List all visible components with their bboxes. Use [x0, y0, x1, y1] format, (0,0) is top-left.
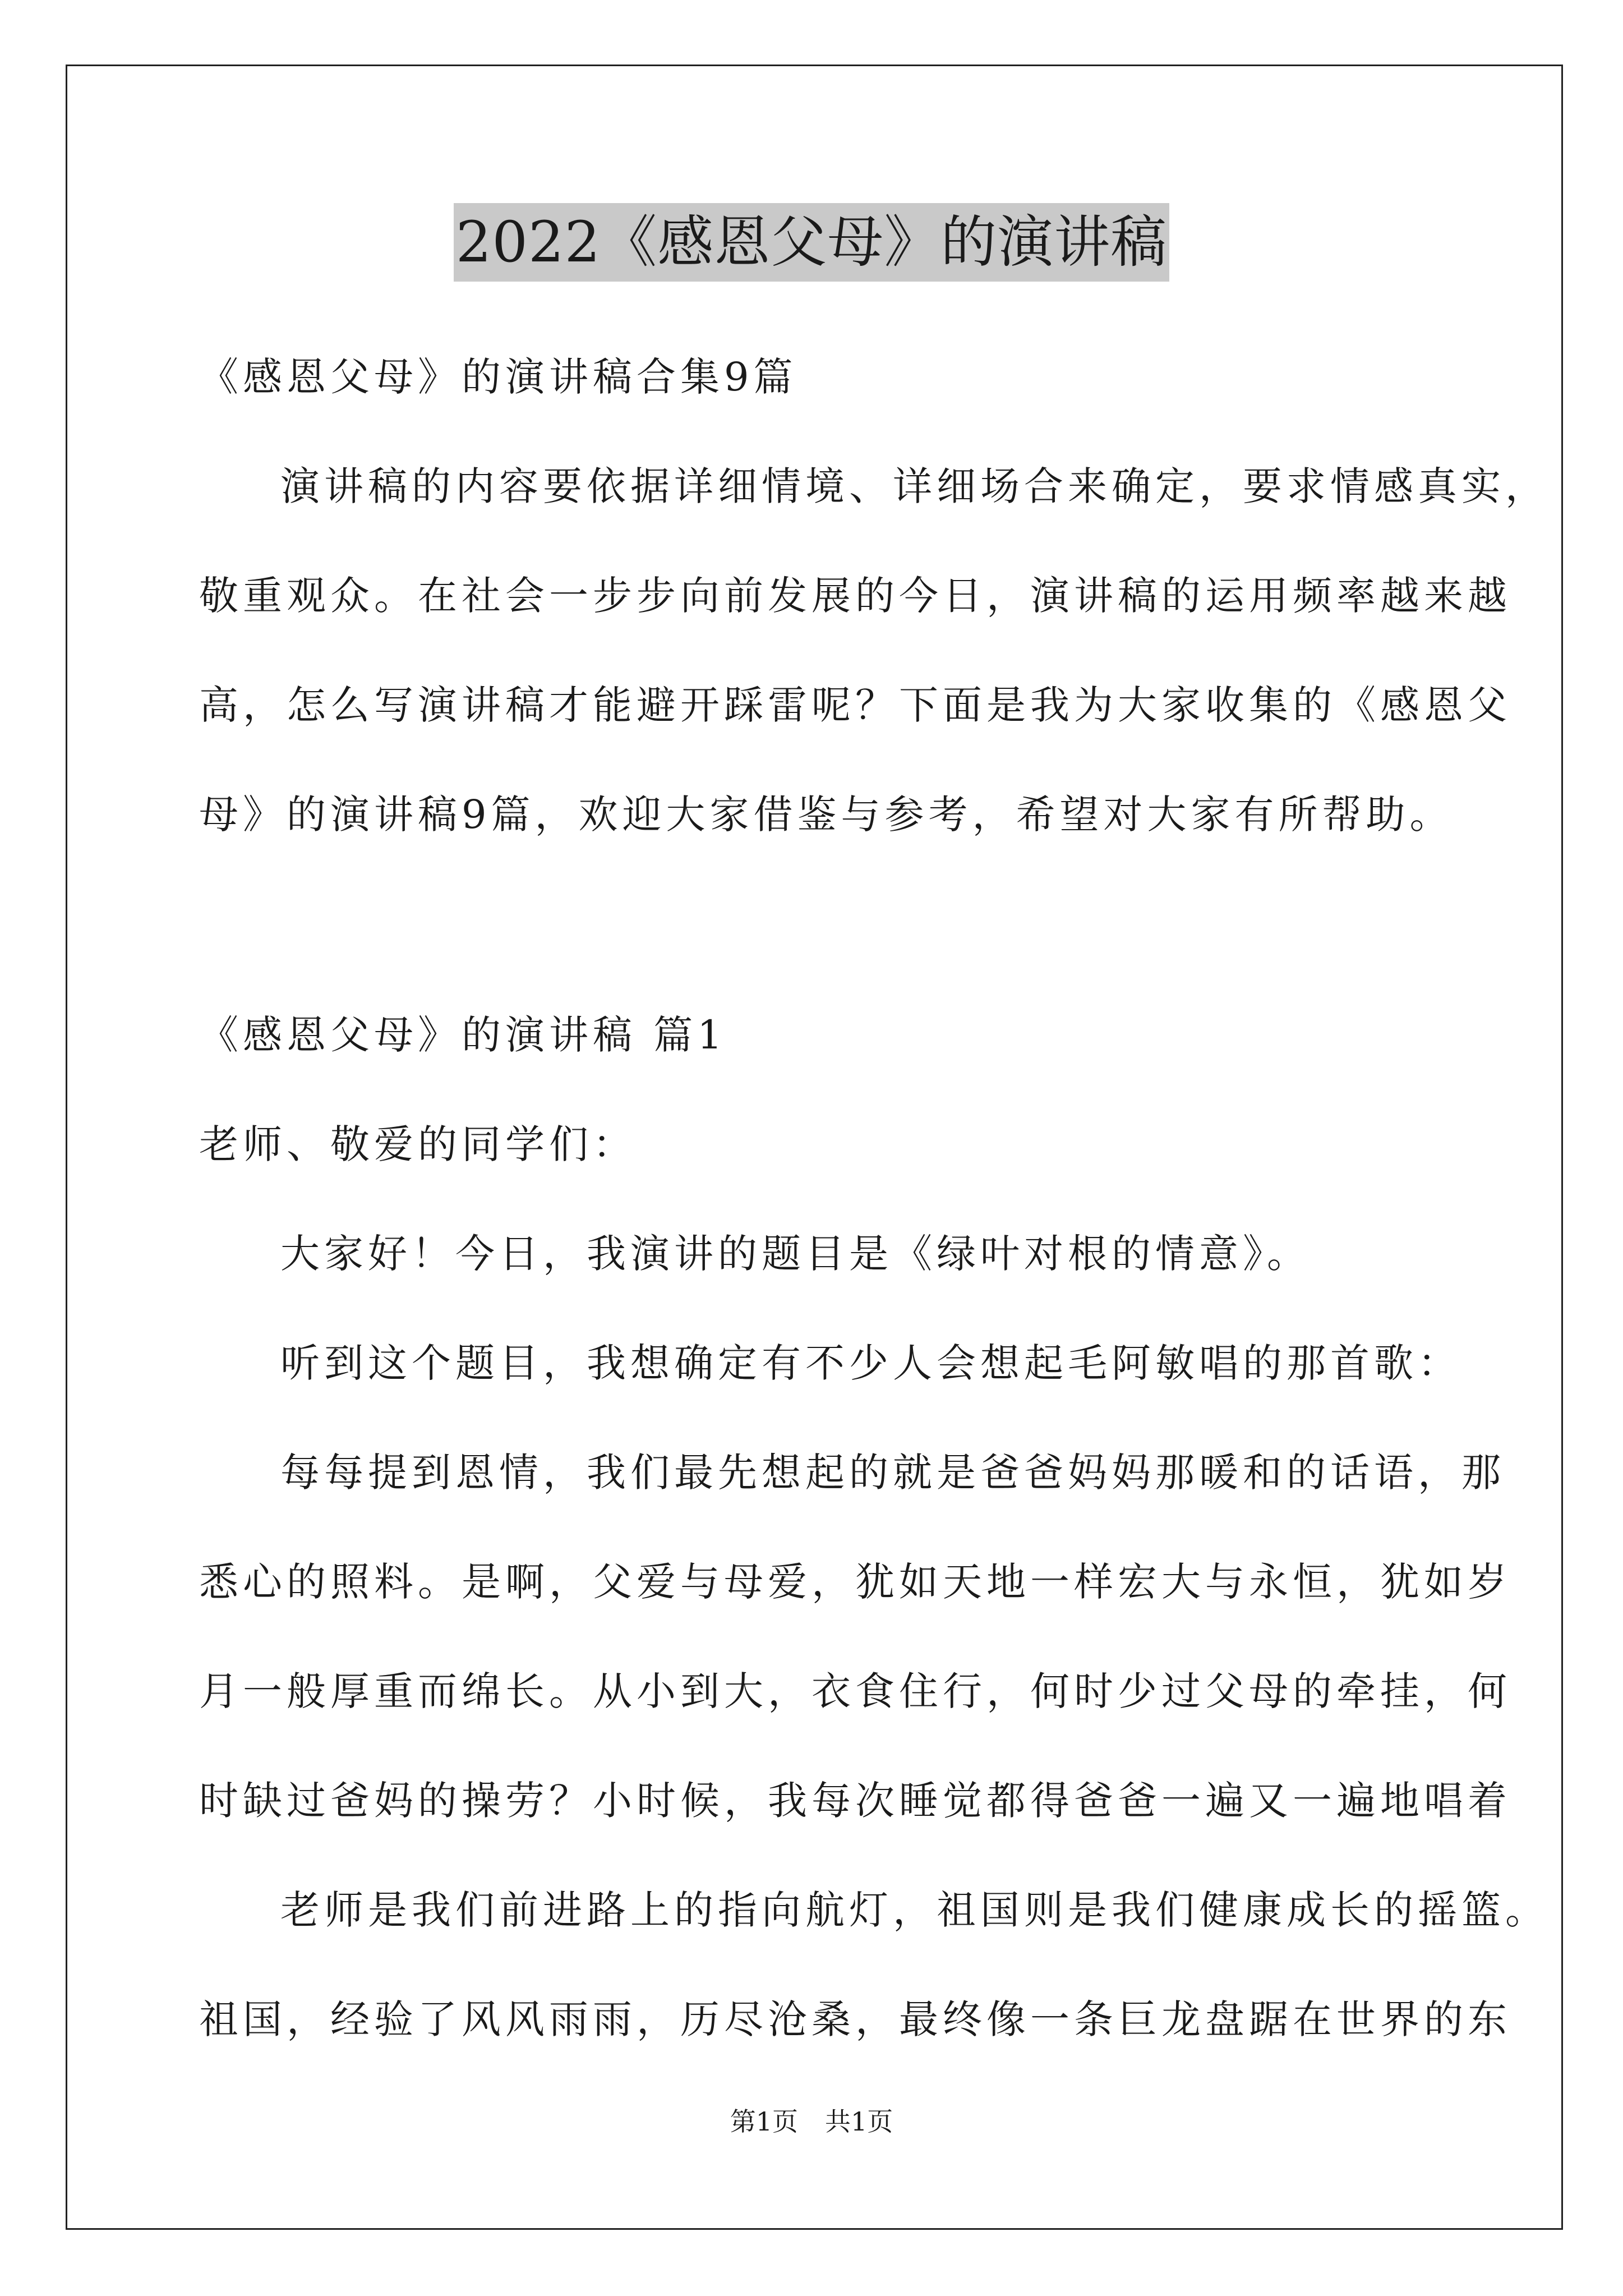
intro-line-1: 演讲稿的内容要依据详细情境、详细场合来确定，要求情感真实，	[280, 463, 1549, 509]
greeting: 老师、敬爱的同学们：	[199, 1121, 637, 1167]
body-line-1: 大家好！今日，我演讲的题目是《绿叶对根的情意》。	[280, 1231, 1311, 1277]
page-number-total: 共1页	[825, 2106, 893, 2137]
document-subtitle: 《感恩父母》的演讲稿合集9篇	[199, 354, 797, 400]
body-line-8: 祖国，经验了风风雨雨，历尽沧桑，最终像一条巨龙盘踞在世界的东	[199, 1996, 1511, 2042]
body-line-6: 时缺过爸妈的操劳？小时候，我每次睡觉都得爸爸一遍又一遍地唱着	[199, 1778, 1511, 1824]
body-line-3: 每每提到恩情，我们最先想起的就是爸爸妈妈那暖和的话语，那	[280, 1450, 1505, 1496]
page-footer	[0, 2105, 1623, 2138]
intro-line-2: 敬重观众。在社会一步步向前发展的今日，演讲稿的运用频率越来越	[199, 573, 1511, 619]
body-line-4: 悉心的照料。是啊，父爱与母爱，犹如天地一样宏大与永恒，犹如岁	[199, 1559, 1511, 1605]
page-number-current: 第1页	[730, 2106, 798, 2137]
intro-line-4: 母》的演讲稿9篇，欢迎大家借鉴与参考，希望对大家有所帮助。	[199, 792, 1454, 838]
body-line-2: 听到这个题目，我想确定有不少人会想起毛阿敏唱的那首歌：	[280, 1340, 1461, 1386]
section-heading: 《感恩父母》的演讲稿 篇1	[199, 1012, 727, 1058]
body-line-5: 月一般厚重而绵长。从小到大，衣食住行，何时少过父母的牵挂，何	[199, 1668, 1511, 1714]
title-container	[0, 203, 1623, 282]
document-title: 2022《感恩父母》的演讲稿	[454, 203, 1170, 282]
body-line-7: 老师是我们前进路上的指向航灯，祖国则是我们健康成长的摇篮。	[280, 1887, 1549, 1933]
intro-line-3: 高，怎么写演讲稿才能避开踩雷呢？下面是我为大家收集的《感恩父	[199, 682, 1511, 728]
